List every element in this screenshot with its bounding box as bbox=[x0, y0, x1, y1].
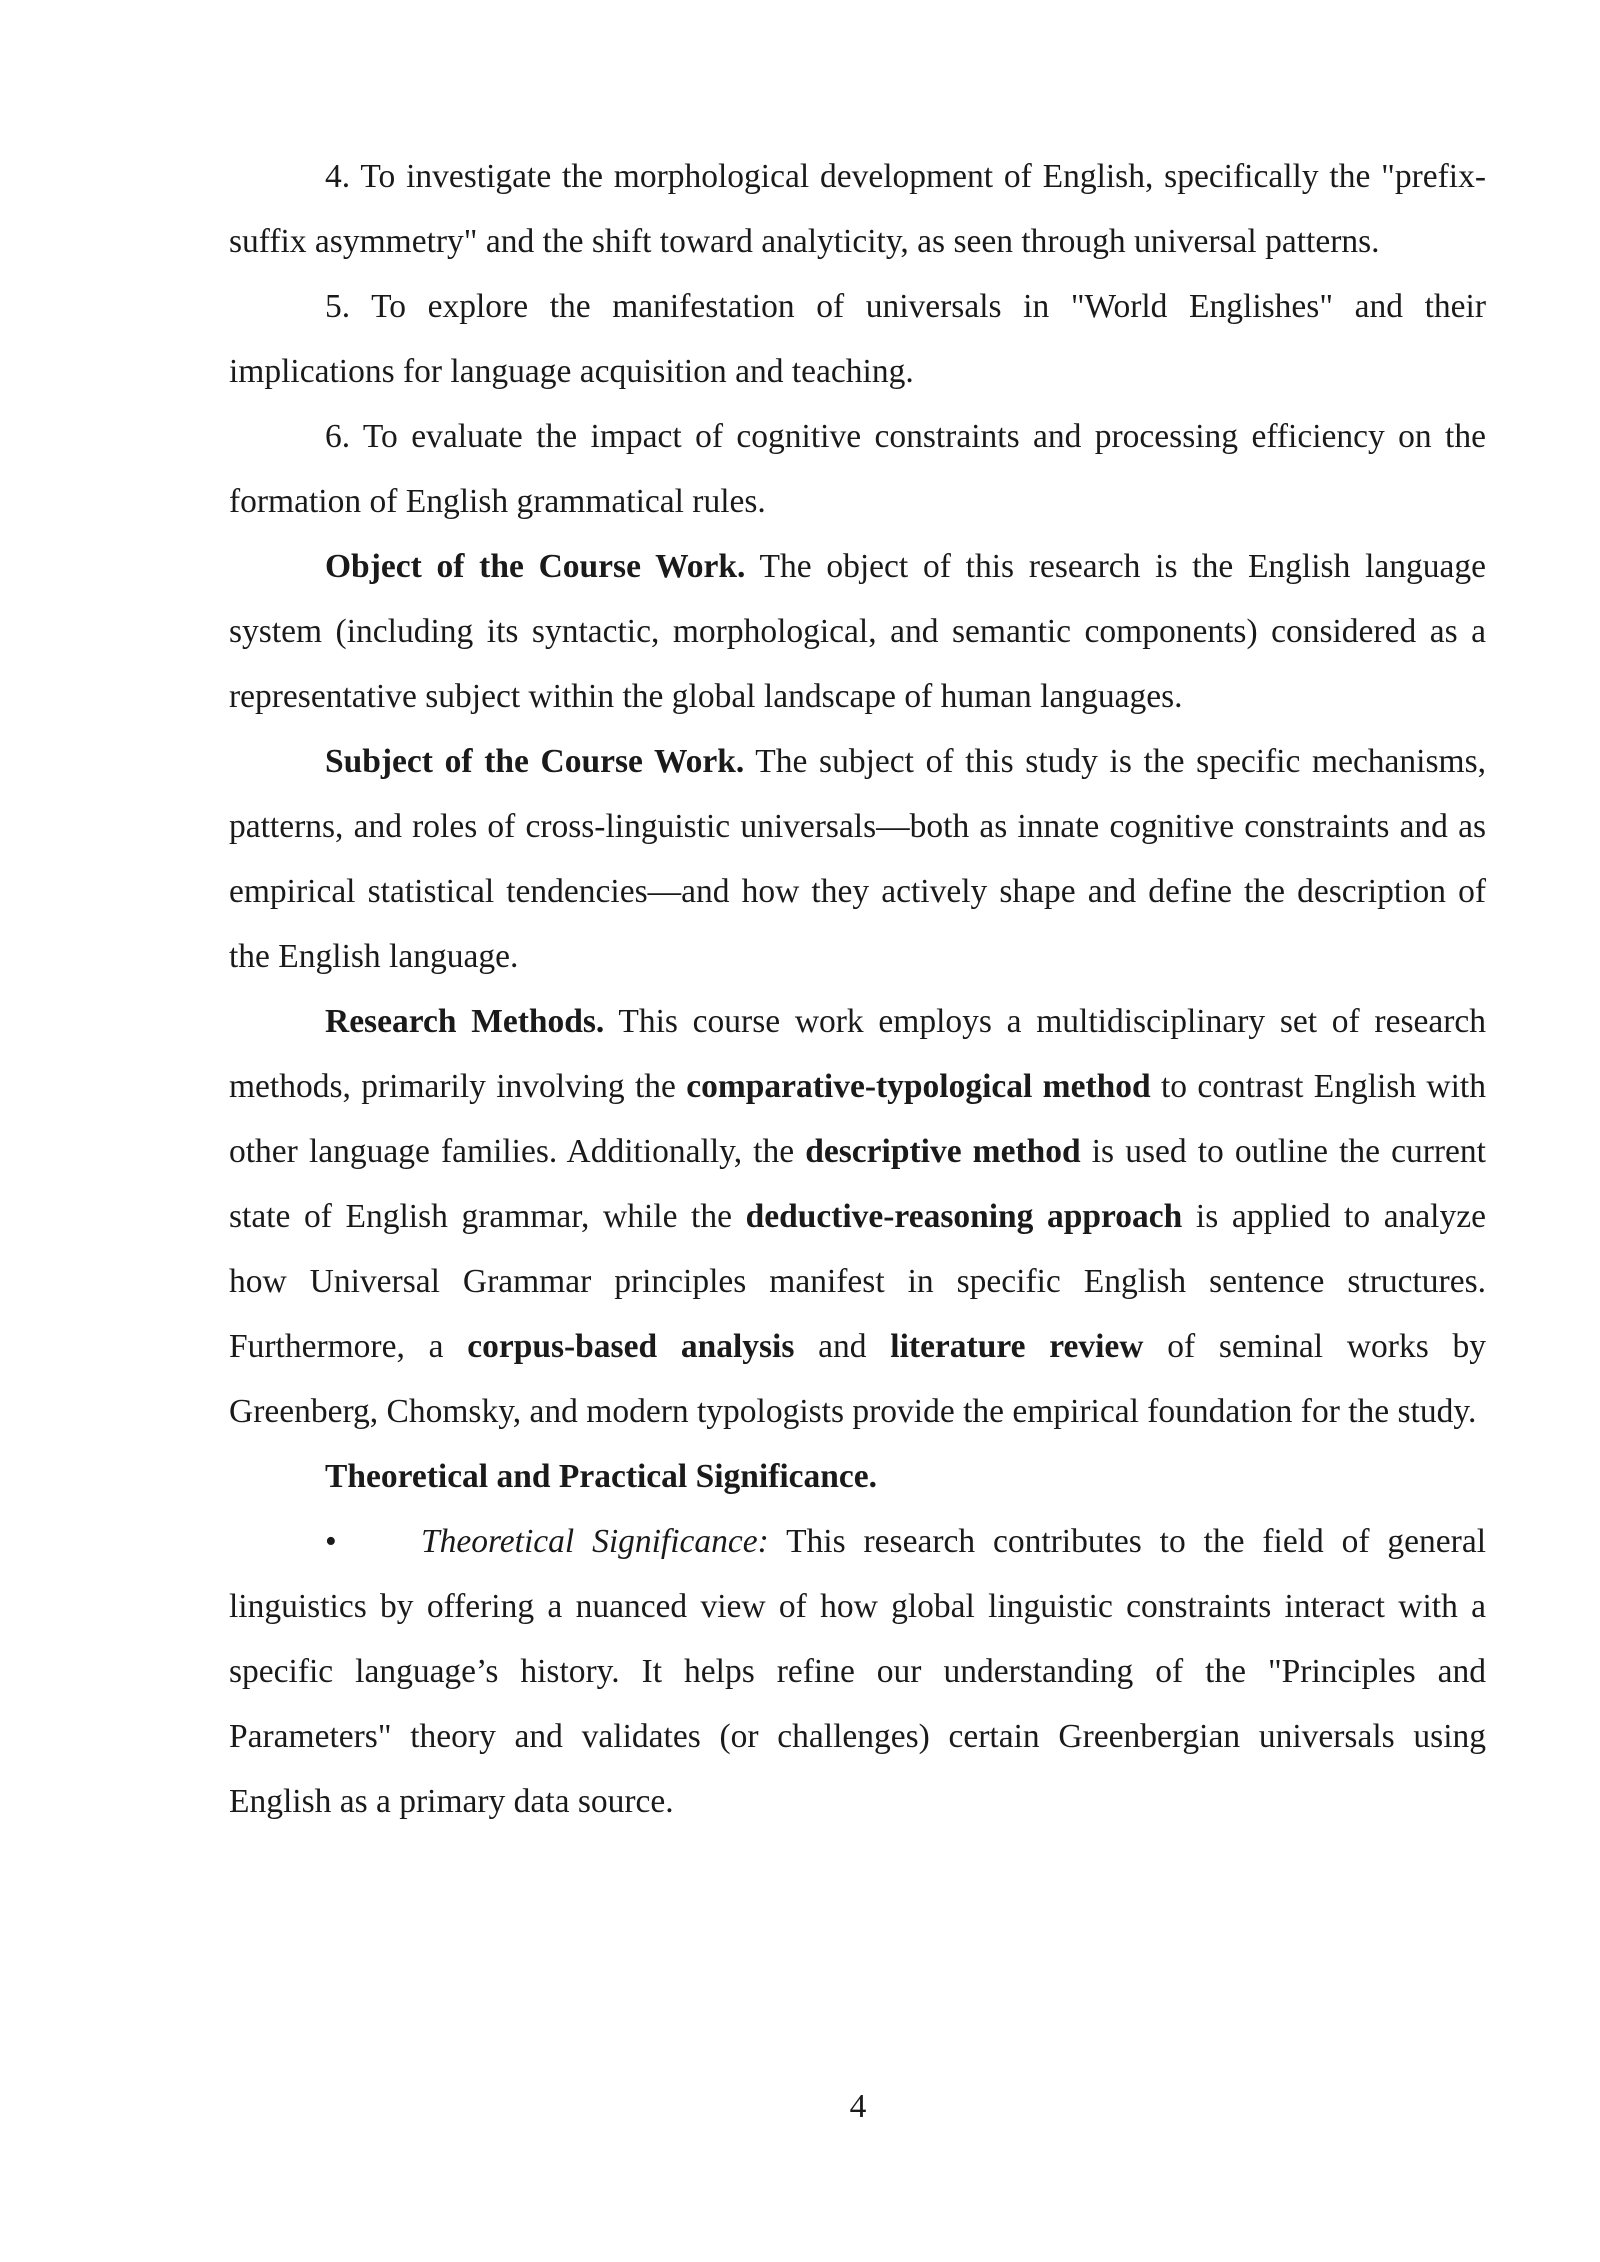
methods-text-4: is applied to analyze how Universal Grammar principles manifest in specific English sentence structures. Furthermore, a bbox=[229, 1198, 1486, 1365]
method-deductive-reasoning: deductive-reasoning approach bbox=[745, 1198, 1183, 1235]
page-body bbox=[229, 144, 1486, 1834]
subject-text: The subject of this study is the specific mechanisms, patterns, and roles of cross-linguistic universals—both as innate cognitive constraints and as empirical statistical tendencies—and how they actively shape and define the description of the English language. bbox=[229, 743, 1486, 975]
methods-heading: Research Methods. bbox=[325, 1003, 605, 1040]
page-number: 4 bbox=[849, 2088, 867, 2125]
subject-heading: Subject of the Course Work. bbox=[325, 743, 745, 780]
methods-text-3: is used to outline the current state of English grammar, while the bbox=[229, 1133, 1486, 1235]
methods-text-6: of seminal works by Greenberg, Chomsky, and modern typologists provide the empirical foundation for the study. bbox=[229, 1328, 1486, 1430]
object-paragraph bbox=[229, 534, 1486, 729]
methods-text-5: and bbox=[794, 1328, 891, 1365]
object-heading: Object of the Course Work. bbox=[325, 548, 746, 585]
method-literature-review: literature review bbox=[890, 1328, 1144, 1365]
bullet-icon: • bbox=[325, 1523, 337, 1560]
objective-4: 4. To investigate the morphological development of English, specifically the "prefix-suffix asymmetry" and the shift toward analyticity, as seen through universal patterns. bbox=[229, 158, 1486, 260]
method-comparative-typological: comparative-typological method bbox=[686, 1068, 1151, 1105]
method-descriptive: descriptive method bbox=[805, 1133, 1081, 1170]
methods-text-1: This course work employs a multidisciplinary set of research methods, primarily involving the bbox=[229, 1003, 1486, 1105]
method-corpus-based: corpus-based analysis bbox=[467, 1328, 795, 1365]
methods-text-2: to contrast English with other language families. Additionally, the bbox=[229, 1068, 1486, 1170]
significance-heading bbox=[229, 1444, 1486, 1509]
object-text: The object of this research is the English language system (including its syntactic, morphological, and semantic components) considered as a representative subject within the global landscape of human languages. bbox=[229, 548, 1486, 715]
objective-6: 6. To evaluate the impact of cognitive constraints and processing efficiency on the formation of English grammatical rules. bbox=[229, 418, 1486, 520]
theoretical-significance-label: Theoretical Significance: bbox=[421, 1523, 769, 1560]
methods-paragraph bbox=[229, 989, 1486, 1444]
subject-paragraph bbox=[229, 729, 1486, 989]
significance-heading-text: Theoretical and Practical Significance. bbox=[325, 1458, 878, 1495]
theoretical-significance-text: This research contributes to the field of general linguistics by offering a nuanced view of how global linguistic constraints interact with a specific language’s history. It helps refine our understanding of the "Principles and Parameters" theory and validates (or challenges) certain Greenbergian universals using English as a primary data source. bbox=[229, 1523, 1486, 1820]
theoretical-significance-item bbox=[229, 1509, 1486, 1834]
objective-5: 5. To explore the manifestation of universals in "World Englishes" and their implications for language acquisition and teaching. bbox=[229, 288, 1486, 390]
